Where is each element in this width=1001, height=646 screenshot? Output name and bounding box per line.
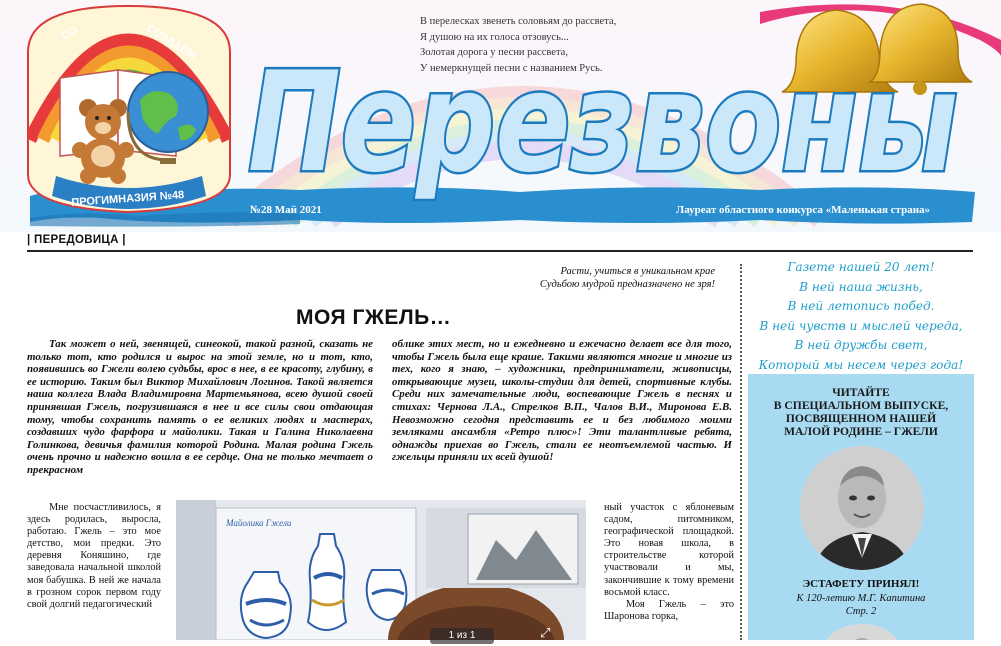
masthead-poem-line: У немеркнущей песни с названием Русь. <box>420 62 603 74</box>
anniversary-poem-line: В ней наша жизнь, <box>799 279 923 294</box>
relay-subtitle-line: К 120-летию М.Г. Капитина <box>796 593 926 604</box>
epigraph <box>470 265 715 291</box>
relay-subtitle <box>748 592 974 618</box>
section-rule <box>27 250 973 252</box>
logo-arc-right: СОЗДАЕМ <box>144 22 198 62</box>
expand-icon[interactable]: ⤢ <box>540 626 551 641</box>
body-column-right <box>604 502 734 623</box>
anniversary-poem-line: В ней дружбы свет, <box>794 338 928 353</box>
issue-number: №28 Май 2021 <box>250 204 322 216</box>
masthead-poem <box>420 14 700 76</box>
epigraph-line: Судьбою мудрой предназначено не зря! <box>539 279 715 290</box>
anniversary-poem-line: Газете нашей 20 лет! <box>787 260 935 274</box>
promo-heading-line: МАЛОЙ РОДИНЕ – ГЖЕЛИ <box>784 425 938 438</box>
laureate-note: Лауреат областного конкурса «Маленькая страна» <box>676 204 931 216</box>
anniversary-poem <box>750 258 972 376</box>
anniversary-poem-line: В ней чувств и мыслей череда, <box>759 318 963 333</box>
photo-pager <box>430 626 550 646</box>
epigraph-line: Расти, учиться в уникальном крае <box>560 266 715 277</box>
photo-sign: Майолика Гжели <box>226 518 292 528</box>
promo-heading-line: В СПЕЦИАЛЬНОМ ВЫПУСКЕ, <box>773 399 949 412</box>
section-rubric: | ПЕРЕДОВИЦА | <box>27 234 126 246</box>
promo-heading-line: ЧИТАЙТЕ <box>832 386 890 399</box>
article-headline: МОЯ ГЖЕЛЬ… <box>296 306 452 329</box>
masthead-poem-line: Золотая дорога у песни рассвета, <box>420 47 568 58</box>
second-portrait <box>822 624 902 640</box>
column-divider <box>740 264 742 640</box>
relay-page: Стр. 2 <box>845 606 877 617</box>
logo-arc-left: СО <box>59 24 80 43</box>
lead-paragraph-left: Так может о ней, звенящей, синеокой, такой разной, сказать не только тот, кто родился и вырос на этой земле, но и тот, кто, появившись во Гжели волею судьбы, врос в нее, в ее красоту, глубину, в ее историю. Таким был Виктор Михайлович Логинов. Такой является наша коллега Влада Владимировна Мартемьянова, всею душой своей принявшая Гжель, погрузившаяся в нее и все силы свои отдающая тому, чтобы сохранить память о ее великих людях и мастерах, создавших чудо фарфора и майолики. Такая и Галина Николаевна Голинкова, девичья фамилия которой Родина. Малая родина Гжель очень прочно и надежно вошла в ее сердце. Она не только мечтает о прекрасном <box>27 338 373 476</box>
special-issue-promo <box>748 374 974 640</box>
promo-heading-line: ПОСВЯЩЕННОМ НАШЕЙ <box>785 412 937 425</box>
anniversary-poem-line: В ней летопись побед. <box>787 299 935 314</box>
logo-school-name: ПРОГИМНАЗИЯ №48 <box>70 189 185 209</box>
pager-counter: 1 из 1 <box>430 628 494 644</box>
portrait-photo <box>800 446 924 570</box>
body-paragraph: ный участок с яблоневым садом, питомником, географической площадкой. Это новая школа, в строительстве которой участвовали и мы, закончившие к тому времени восьмой класс. <box>604 502 734 598</box>
school-logo <box>28 6 230 212</box>
body-paragraph: Моя Гжель – это Шаронова горка, <box>604 598 734 622</box>
body-column-left: Мне посчастливилось, я здесь родилась, выросла, работаю. Гжель – это мое детство, мои предки. Это деревня Коняшино, где заведовала начальной школой моя бабушка. В ней же начала в грозном сорок первом году свой долгий педагогический <box>27 502 161 610</box>
lead-paragraph-right: облике этих мест, но и ежедневно и ежечасно делает все для того, чтобы Гжель была еще краше. Такими являются многие и многие из тех, кого я знаю, – художники, предприниматели, живописцы, открывающие музеи, школы-студии для детей, спортивные клубы. Среди них замечательные люди, воспевающие Гжель в песнях и стихах: Чернова Л.А., Стрелков В.П., Чалов В.И., Миронова Е.В. Невозможно сегодня представить ее и без любимого моими земляками ансамбля «Ретро плюс»! Эти талантливые ребята, однажды приехав во Гжель, стали ее неотъемлемой частью. И гжельцы приняли их всей душой! <box>392 338 732 464</box>
promo-heading <box>748 386 974 438</box>
anniversary-poem-line: Который мы несем через года! <box>758 357 964 372</box>
masthead-poem-line: В перелесках звенеть соловьям до рассвета, <box>420 16 617 27</box>
title-text: Перезвоны <box>248 42 958 203</box>
relay-title: ЭСТАФЕТУ ПРИНЯЛ! <box>802 578 920 590</box>
masthead-poem-line: Я душою на их голоса отзовусь... <box>420 31 569 43</box>
